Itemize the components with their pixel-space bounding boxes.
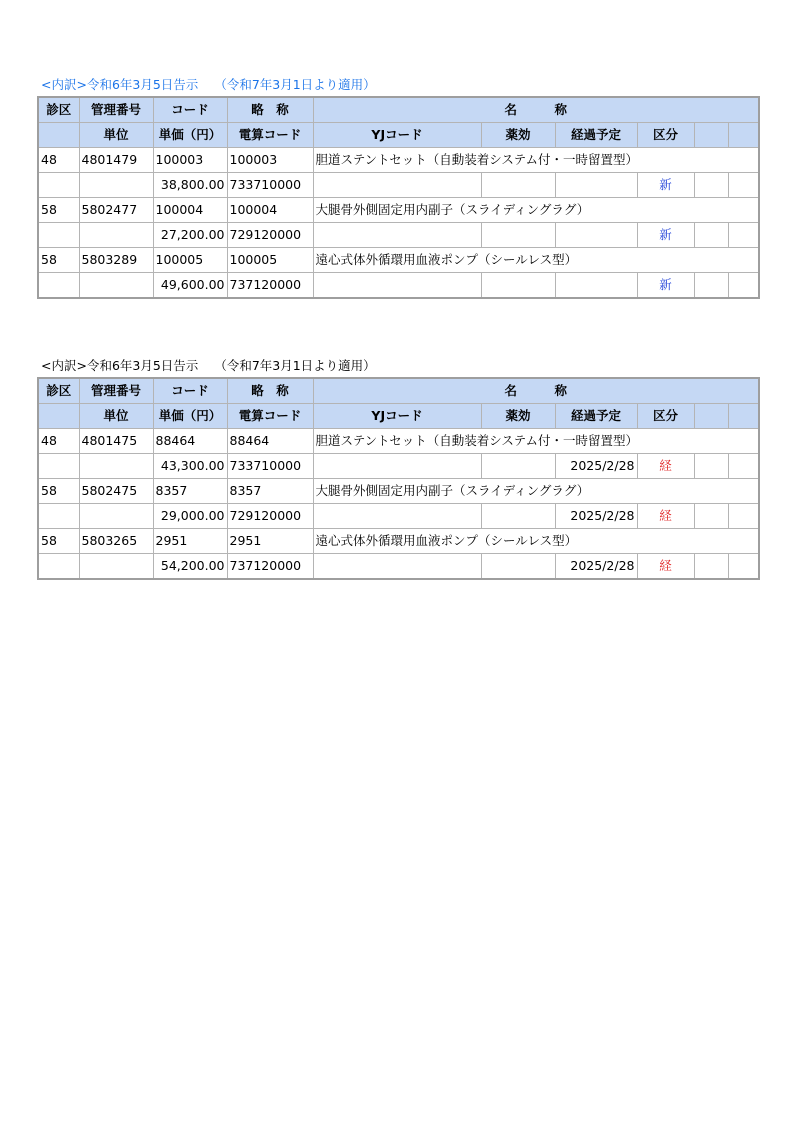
cell-yakko bbox=[481, 173, 555, 198]
header-yj-code: YJコード bbox=[313, 123, 481, 148]
cell-kubun: 新 bbox=[637, 223, 694, 248]
cell-ryaku: 88464 bbox=[227, 429, 313, 454]
cell-keika: 2025/2/28 bbox=[555, 554, 637, 580]
cell-extra bbox=[694, 504, 728, 529]
header-densan-code: 電算コード bbox=[227, 404, 313, 429]
cell-extra bbox=[728, 554, 759, 580]
header-row-1 bbox=[38, 378, 759, 404]
cell-tanka: 49,600.00 bbox=[153, 273, 227, 299]
table-caption bbox=[37, 74, 758, 96]
header-meisho: 名 称 bbox=[313, 97, 759, 123]
cell-keika bbox=[555, 173, 637, 198]
cell-ryaku: 2951 bbox=[227, 529, 313, 554]
cell-code: 88464 bbox=[153, 429, 227, 454]
cell-kubun: 経 bbox=[637, 454, 694, 479]
cell-tani bbox=[79, 454, 153, 479]
header-row-2 bbox=[38, 123, 759, 148]
header-row-1 bbox=[38, 97, 759, 123]
cell-tanka: 27,200.00 bbox=[153, 223, 227, 248]
cell-yj bbox=[313, 223, 481, 248]
cell-tani bbox=[79, 173, 153, 198]
cell-kubun: 経 bbox=[637, 554, 694, 580]
header-extra-2 bbox=[728, 123, 759, 148]
header-tani: 単位 bbox=[79, 404, 153, 429]
cell-kanri: 5802475 bbox=[79, 479, 153, 504]
table-row bbox=[38, 454, 759, 479]
header-yakko: 薬効 bbox=[481, 123, 555, 148]
cell-name: 大腿骨外側固定用内副子（スライディングラグ） bbox=[313, 198, 759, 223]
cell-empty bbox=[38, 454, 79, 479]
cell-extra bbox=[694, 223, 728, 248]
cell-kanri: 4801475 bbox=[79, 429, 153, 454]
cell-shinku: 58 bbox=[38, 479, 79, 504]
header-row-2 bbox=[38, 404, 759, 429]
table-row bbox=[38, 273, 759, 299]
cell-name: 胆道ステントセット（自動装着システム付・一時留置型） bbox=[313, 148, 759, 173]
table-row bbox=[38, 429, 759, 454]
price-table-section-new bbox=[37, 74, 758, 299]
cell-empty bbox=[38, 273, 79, 299]
price-table bbox=[37, 377, 760, 580]
cell-shinku: 48 bbox=[38, 148, 79, 173]
cell-extra bbox=[728, 223, 759, 248]
caption-effective-date: （令和7年3月1日より適用） bbox=[214, 358, 376, 373]
caption-notice: <内訳>令和6年3月5日告示 bbox=[41, 358, 199, 373]
cell-yj bbox=[313, 173, 481, 198]
cell-ryaku: 100003 bbox=[227, 148, 313, 173]
header-empty bbox=[38, 123, 79, 148]
table-row bbox=[38, 148, 759, 173]
table-row bbox=[38, 529, 759, 554]
cell-yakko bbox=[481, 454, 555, 479]
caption-notice: <内訳>令和6年3月5日告示 bbox=[41, 77, 199, 92]
header-ryakusho: 略 称 bbox=[227, 378, 313, 404]
cell-kanri: 5802477 bbox=[79, 198, 153, 223]
cell-extra bbox=[694, 273, 728, 299]
header-empty bbox=[38, 404, 79, 429]
cell-shinku: 58 bbox=[38, 248, 79, 273]
cell-name: 遠心式体外循環用血液ポンプ（シールレス型） bbox=[313, 248, 759, 273]
cell-yj bbox=[313, 554, 481, 580]
price-table-section-transitional bbox=[37, 355, 758, 580]
cell-shinku: 48 bbox=[38, 429, 79, 454]
cell-extra bbox=[728, 504, 759, 529]
header-yj-code: YJコード bbox=[313, 404, 481, 429]
cell-empty bbox=[38, 223, 79, 248]
cell-kubun: 経 bbox=[637, 504, 694, 529]
cell-empty bbox=[38, 554, 79, 580]
cell-yj bbox=[313, 504, 481, 529]
cell-extra bbox=[694, 173, 728, 198]
cell-ryaku: 100005 bbox=[227, 248, 313, 273]
cell-keika bbox=[555, 223, 637, 248]
cell-shinku: 58 bbox=[38, 529, 79, 554]
cell-yakko bbox=[481, 223, 555, 248]
cell-extra bbox=[728, 173, 759, 198]
table-row bbox=[38, 223, 759, 248]
cell-kanri: 5803265 bbox=[79, 529, 153, 554]
cell-code: 2951 bbox=[153, 529, 227, 554]
cell-empty bbox=[38, 504, 79, 529]
cell-name: 胆道ステントセット（自動装着システム付・一時留置型） bbox=[313, 429, 759, 454]
header-kubun: 区分 bbox=[637, 404, 694, 429]
cell-keika: 2025/2/28 bbox=[555, 454, 637, 479]
cell-kubun: 新 bbox=[637, 173, 694, 198]
cell-tanka: 43,300.00 bbox=[153, 454, 227, 479]
cell-extra bbox=[728, 273, 759, 299]
cell-keika: 2025/2/28 bbox=[555, 504, 637, 529]
cell-extra bbox=[728, 454, 759, 479]
cell-code: 100003 bbox=[153, 148, 227, 173]
cell-yakko bbox=[481, 554, 555, 580]
cell-tanka: 54,200.00 bbox=[153, 554, 227, 580]
cell-tani bbox=[79, 504, 153, 529]
header-meisho: 名 称 bbox=[313, 378, 759, 404]
caption-effective-date: （令和7年3月1日より適用） bbox=[214, 77, 376, 92]
cell-densan: 729120000 bbox=[227, 223, 313, 248]
header-kanri-bango: 管理番号 bbox=[79, 97, 153, 123]
cell-tanka: 38,800.00 bbox=[153, 173, 227, 198]
cell-code: 100005 bbox=[153, 248, 227, 273]
table-row bbox=[38, 248, 759, 273]
cell-name: 大腿骨外側固定用内副子（スライディングラグ） bbox=[313, 479, 759, 504]
table-caption bbox=[37, 355, 758, 377]
table-row bbox=[38, 479, 759, 504]
cell-name: 遠心式体外循環用血液ポンプ（シールレス型） bbox=[313, 529, 759, 554]
cell-keika bbox=[555, 273, 637, 299]
header-extra-1 bbox=[694, 123, 728, 148]
header-keika-yotei: 経過予定 bbox=[555, 404, 637, 429]
cell-densan: 733710000 bbox=[227, 454, 313, 479]
header-code: コード bbox=[153, 97, 227, 123]
cell-kanri: 5803289 bbox=[79, 248, 153, 273]
cell-yj bbox=[313, 273, 481, 299]
header-extra-2 bbox=[728, 404, 759, 429]
header-densan-code: 電算コード bbox=[227, 123, 313, 148]
cell-densan: 737120000 bbox=[227, 273, 313, 299]
cell-yakko bbox=[481, 273, 555, 299]
header-tanka: 単価（円） bbox=[153, 123, 227, 148]
header-ryakusho: 略 称 bbox=[227, 97, 313, 123]
cell-code: 8357 bbox=[153, 479, 227, 504]
cell-tani bbox=[79, 554, 153, 580]
cell-kanri: 4801479 bbox=[79, 148, 153, 173]
header-kanri-bango: 管理番号 bbox=[79, 378, 153, 404]
cell-empty bbox=[38, 173, 79, 198]
price-table bbox=[37, 96, 760, 299]
header-extra-1 bbox=[694, 404, 728, 429]
cell-extra bbox=[694, 454, 728, 479]
header-shinku: 診区 bbox=[38, 378, 79, 404]
header-kubun: 区分 bbox=[637, 123, 694, 148]
table-row bbox=[38, 173, 759, 198]
table-row bbox=[38, 554, 759, 580]
cell-code: 100004 bbox=[153, 198, 227, 223]
cell-tani bbox=[79, 273, 153, 299]
cell-ryaku: 100004 bbox=[227, 198, 313, 223]
header-code: コード bbox=[153, 378, 227, 404]
cell-densan: 733710000 bbox=[227, 173, 313, 198]
header-tani: 単位 bbox=[79, 123, 153, 148]
cell-ryaku: 8357 bbox=[227, 479, 313, 504]
cell-yakko bbox=[481, 504, 555, 529]
cell-tanka: 29,000.00 bbox=[153, 504, 227, 529]
cell-extra bbox=[694, 554, 728, 580]
header-yakko: 薬効 bbox=[481, 404, 555, 429]
cell-shinku: 58 bbox=[38, 198, 79, 223]
cell-yj bbox=[313, 454, 481, 479]
cell-tani bbox=[79, 223, 153, 248]
header-shinku: 診区 bbox=[38, 97, 79, 123]
table-row bbox=[38, 504, 759, 529]
cell-densan: 729120000 bbox=[227, 504, 313, 529]
table-row bbox=[38, 198, 759, 223]
header-tanka: 単価（円） bbox=[153, 404, 227, 429]
header-keika-yotei: 経過予定 bbox=[555, 123, 637, 148]
cell-kubun: 新 bbox=[637, 273, 694, 299]
cell-densan: 737120000 bbox=[227, 554, 313, 580]
